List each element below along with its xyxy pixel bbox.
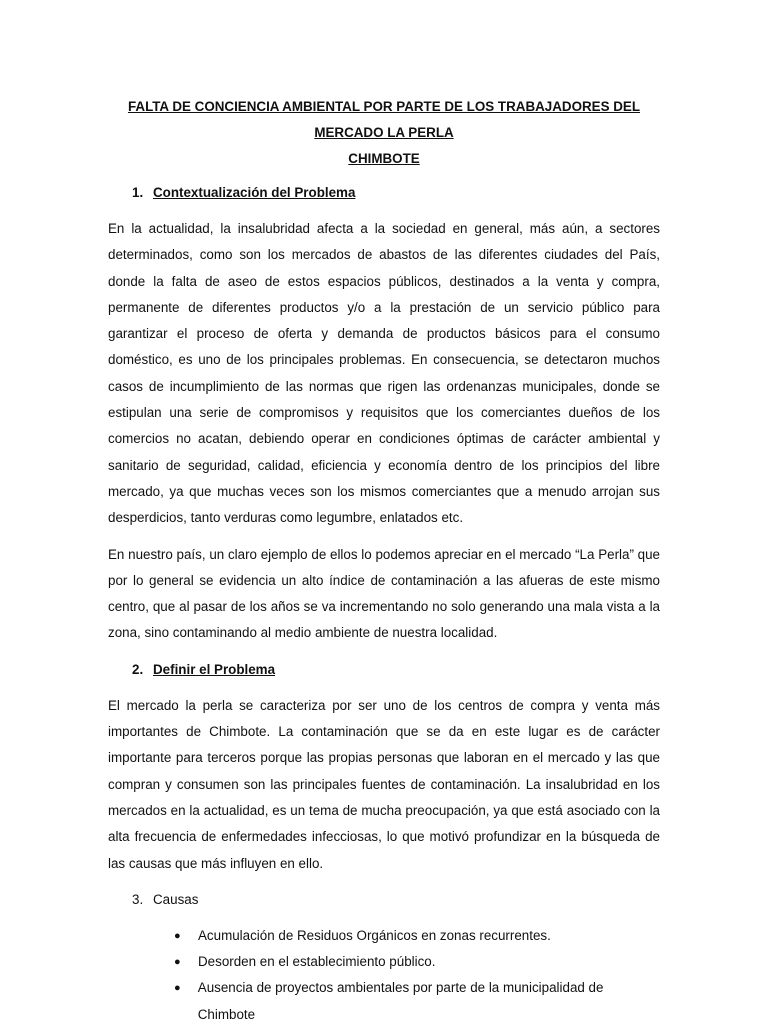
section-heading-definir-problema: [108, 657, 660, 683]
list-item-text: Acumulación de Residuos Orgánicos en zonas recurrentes.: [198, 927, 551, 943]
paragraph: En nuestro país, un claro ejemplo de ellos lo podemos apreciar en el mercado “La Perla” que por lo general se evidencia un alto índice de contaminación a las afueras de este mismo centro, que al pasar de los años se va incrementando no solo generando una mala vista a la zona, sino contaminando al medio ambiente de nuestra localidad.: [108, 546, 660, 641]
paragraph: El mercado la perla se caracteriza por ser uno de los centros de compra y venta más importantes de Chimbote. La contaminación que se da en este lugar es de carácter importante para terceros porque las propias personas que laboran en el mercado y las que compran y consumen son las principales fuentes de contaminación. La insalubridad en los mercados en la actualidad, es un tema de mucha preocupación, ya que está asociado con la alta frecuencia de enfermedades infecciosas, lo que motivó profundizar en la búsqueda de las causas que más influyen en ello.: [108, 697, 660, 871]
document-title: [108, 94, 660, 172]
document-title-line-1: FALTA DE CONCIENCIA AMBIENTAL POR PARTE DE LOS TRABAJADORES DEL MERCADO LA PERLA: [127, 99, 641, 140]
list-item: [174, 949, 660, 975]
section-heading-contextualizacion: [108, 180, 660, 206]
causes-list: [108, 923, 660, 1028]
section-title: Definir el Problema: [153, 661, 276, 677]
section-title: Contextualización del Problema: [153, 185, 356, 200]
bullet-icon: ●: [174, 929, 181, 942]
section-title: Causas: [153, 891, 199, 907]
bullet-icon: ●: [174, 982, 181, 995]
paragraph: En la actualidad, la insalubridad afecta a la sociedad en general, más aún, a sectores determinados, como son los mercados de abastos de las diferentes ciudades del País, donde la falta de aseo de estos espacios públicos, destinados a la venta y compra, permanente de diferentes productos y/o a la prestación de un servicio público para garantizar el proceso de oferta y demanda de productos básicos para el consumo doméstico, es uno de los principales problemas. En consecuencia, se detectaron muchos casos de incumplimiento de las normas que rigen las ordenanzas municipales, donde se estipulan una serie de compromisos y requisitos que los comerciantes dueños de los comercios no acatan, debiendo operar en condiciones óptimas de carácter ambiental y sanitario de seguridad, calidad, eficiencia y economía dentro de los principios del libre mercado, ya que muchas veces son los mismos comerciantes que a menudo arrojan sus desperdicios, tanto verduras como legumbre, enlatados etc.: [108, 221, 660, 526]
document-title-line-2: CHIMBOTE: [348, 151, 420, 166]
list-item: [174, 975, 660, 1028]
section-heading-causas: [108, 887, 660, 913]
list-item-text: Desorden en el establecimiento público.: [198, 954, 436, 970]
section-number: 2.: [132, 661, 144, 677]
bullet-icon: ●: [174, 956, 181, 969]
list-item: [174, 923, 660, 949]
section-number: 3.: [132, 891, 144, 907]
list-item-text: Ausencia de proyectos ambientales por parte de la municipalidad de Chimbote: [197, 980, 604, 1022]
section-number: 1.: [132, 185, 144, 200]
